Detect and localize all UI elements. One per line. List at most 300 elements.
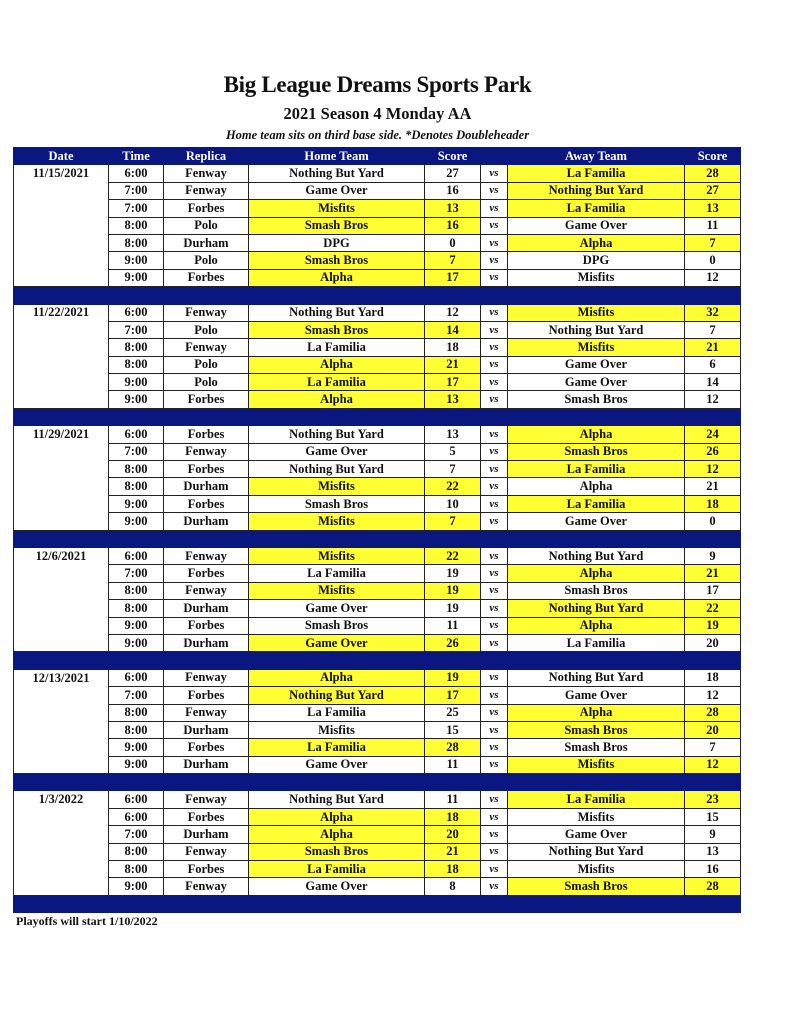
home-team-cell: La Familia [249,565,425,582]
home-team-cell: Smash Bros [249,495,425,512]
away-team-cell: Nothing But Yard [508,182,685,199]
vs-label: vs [481,426,508,443]
game-row [14,495,741,512]
home-team-cell: Game Over [249,600,425,617]
away-team-cell: La Familia [508,165,685,182]
away-team-cell: Smash Bros [508,721,685,738]
field-cell: Fenway [164,304,249,321]
time-cell: 6:00 [109,426,164,443]
separator-cell [685,895,741,912]
date-cell: 1/3/2022 [14,791,109,808]
home-score-cell: 14 [425,321,481,338]
away-score-cell: 32 [685,304,741,321]
field-cell: Durham [164,721,249,738]
date-cell: 11/15/2021 [14,165,109,182]
game-row [14,461,741,478]
field-cell: Polo [164,374,249,391]
game-row [14,634,741,651]
home-team-cell: Smash Bros [249,321,425,338]
away-score-cell: 18 [685,669,741,686]
away-team-cell: Nothing But Yard [508,321,685,338]
away-team-cell: La Familia [508,200,685,217]
vs-label: vs [481,200,508,217]
time-cell: 9:00 [109,252,164,269]
home-score-cell: 18 [425,339,481,356]
date-cell [14,234,109,251]
away-score-cell: 21 [685,339,741,356]
away-team-cell: Alpha [508,565,685,582]
time-cell: 7:00 [109,200,164,217]
separator-cell [164,774,249,791]
field-cell: Forbes [164,391,249,408]
date-cell [14,634,109,651]
away-team-cell: Alpha [508,234,685,251]
week-separator [14,287,741,304]
game-row [14,739,741,756]
away-team-cell: Alpha [508,704,685,721]
time-cell: 8:00 [109,721,164,738]
game-row [14,843,741,860]
date-cell [14,461,109,478]
separator-cell [481,530,508,547]
away-team-cell: Misfits [508,808,685,825]
vs-label: vs [481,165,508,182]
vs-label: vs [481,478,508,495]
header-vs [481,148,508,165]
schedule-table [13,147,741,913]
home-score-cell: 7 [425,461,481,478]
vs-label: vs [481,252,508,269]
vs-label: vs [481,495,508,512]
date-cell [14,843,109,860]
field-cell: Fenway [164,843,249,860]
away-team-cell: Alpha [508,478,685,495]
home-team-cell: Smash Bros [249,217,425,234]
field-cell: Forbes [164,565,249,582]
home-team-cell: La Familia [249,339,425,356]
separator-cell [508,652,685,669]
separator-cell [685,774,741,791]
field-cell: Fenway [164,339,249,356]
separator-cell [425,408,481,425]
date-cell [14,217,109,234]
field-cell: Durham [164,513,249,530]
away-team-cell: Misfits [508,304,685,321]
away-team-cell: La Familia [508,461,685,478]
vs-label: vs [481,513,508,530]
game-row [14,339,741,356]
home-score-cell: 22 [425,547,481,564]
time-cell: 9:00 [109,739,164,756]
away-team-cell: Smash Bros [508,878,685,895]
away-team-cell: Game Over [508,356,685,373]
vs-label: vs [481,669,508,686]
game-row [14,582,741,599]
game-row [14,374,741,391]
separator-cell [109,408,164,425]
vs-label: vs [481,791,508,808]
home-team-cell: La Familia [249,739,425,756]
home-team-cell: Alpha [249,808,425,825]
date-cell [14,565,109,582]
week-separator [14,774,741,791]
playoffs-note: Playoffs will start 1/10/2022 [16,914,158,928]
separator-cell [249,895,425,912]
separator-cell [481,895,508,912]
away-team-cell: Smash Bros [508,739,685,756]
home-team-cell: Game Over [249,634,425,651]
vs-label: vs [481,861,508,878]
vs-label: vs [481,565,508,582]
away-team-cell: Misfits [508,756,685,773]
field-cell: Fenway [164,547,249,564]
vs-label: vs [481,721,508,738]
field-cell: Durham [164,756,249,773]
separator-cell [249,774,425,791]
away-team-cell: Smash Bros [508,443,685,460]
home-score-cell: 13 [425,200,481,217]
header-away-score: Score [685,148,741,165]
vs-label: vs [481,339,508,356]
home-team-cell: Misfits [249,478,425,495]
away-team-cell: Game Over [508,687,685,704]
separator-cell [685,652,741,669]
date-cell [14,200,109,217]
vs-label: vs [481,182,508,199]
away-score-cell: 11 [685,217,741,234]
separator-cell [164,652,249,669]
vs-label: vs [481,617,508,634]
field-cell: Polo [164,252,249,269]
away-score-cell: 6 [685,356,741,373]
field-cell: Forbes [164,426,249,443]
away-score-cell: 26 [685,443,741,460]
separator-cell [508,287,685,304]
time-cell: 8:00 [109,461,164,478]
date-cell: 12/6/2021 [14,547,109,564]
home-team-cell: Misfits [249,582,425,599]
home-team-cell: Misfits [249,200,425,217]
game-row [14,478,741,495]
away-score-cell: 13 [685,843,741,860]
field-cell: Durham [164,634,249,651]
time-cell: 6:00 [109,304,164,321]
date-cell [14,339,109,356]
separator-cell [14,774,109,791]
away-score-cell: 13 [685,200,741,217]
away-score-cell: 24 [685,426,741,443]
time-cell: 9:00 [109,617,164,634]
home-team-cell: Nothing But Yard [249,791,425,808]
vs-label: vs [481,374,508,391]
date-cell [14,600,109,617]
game-row [14,200,741,217]
vs-label: vs [481,234,508,251]
home-score-cell: 15 [425,721,481,738]
time-cell: 8:00 [109,217,164,234]
home-team-cell: Alpha [249,826,425,843]
time-cell: 7:00 [109,565,164,582]
away-score-cell: 15 [685,808,741,825]
separator-cell [164,408,249,425]
home-score-cell: 26 [425,634,481,651]
time-cell: 9:00 [109,391,164,408]
game-row [14,217,741,234]
separator-cell [14,530,109,547]
separator-cell [425,287,481,304]
header-time: Time [109,148,164,165]
time-cell: 9:00 [109,756,164,773]
home-score-cell: 28 [425,739,481,756]
away-score-cell: 28 [685,165,741,182]
separator-cell [14,652,109,669]
date-cell [14,617,109,634]
date-cell: 12/13/2021 [14,669,109,686]
away-team-cell: Nothing But Yard [508,547,685,564]
vs-label: vs [481,808,508,825]
time-cell: 9:00 [109,374,164,391]
separator-cell [109,287,164,304]
vs-label: vs [481,356,508,373]
time-cell: 8:00 [109,582,164,599]
time-cell: 8:00 [109,234,164,251]
away-score-cell: 20 [685,634,741,651]
vs-label: vs [481,304,508,321]
home-score-cell: 18 [425,808,481,825]
away-score-cell: 9 [685,826,741,843]
field-cell: Forbes [164,269,249,286]
time-cell: 6:00 [109,547,164,564]
separator-cell [508,408,685,425]
header-date: Date [14,148,109,165]
home-score-cell: 19 [425,565,481,582]
date-cell: 11/29/2021 [14,426,109,443]
date-cell [14,269,109,286]
separator-cell [249,530,425,547]
home-team-cell: Alpha [249,269,425,286]
vs-label: vs [481,600,508,617]
home-score-cell: 8 [425,878,481,895]
game-row [14,791,741,808]
home-score-cell: 21 [425,356,481,373]
away-score-cell: 0 [685,252,741,269]
game-row [14,704,741,721]
home-score-cell: 11 [425,756,481,773]
away-score-cell: 18 [685,495,741,512]
game-row [14,391,741,408]
date-cell [14,252,109,269]
away-score-cell: 14 [685,374,741,391]
time-cell: 7:00 [109,826,164,843]
separator-cell [481,408,508,425]
vs-label: vs [481,443,508,460]
away-team-cell: Nothing But Yard [508,843,685,860]
home-score-cell: 7 [425,513,481,530]
home-score-cell: 12 [425,304,481,321]
field-cell: Fenway [164,182,249,199]
header-replica: Replica [164,148,249,165]
away-score-cell: 0 [685,513,741,530]
home-team-cell: La Familia [249,704,425,721]
separator-cell [14,895,109,912]
date-cell [14,687,109,704]
away-score-cell: 7 [685,234,741,251]
game-row [14,426,741,443]
game-row [14,721,741,738]
time-cell: 8:00 [109,843,164,860]
game-row [14,600,741,617]
vs-label: vs [481,843,508,860]
away-team-cell: La Familia [508,791,685,808]
field-cell: Polo [164,321,249,338]
away-score-cell: 16 [685,861,741,878]
separator-cell [109,774,164,791]
field-cell: Fenway [164,669,249,686]
vs-label: vs [481,321,508,338]
away-team-cell: Smash Bros [508,582,685,599]
home-team-cell: Nothing But Yard [249,461,425,478]
game-row [14,443,741,460]
separator-cell [164,530,249,547]
game-row [14,808,741,825]
home-team-cell: Alpha [249,391,425,408]
home-team-cell: Nothing But Yard [249,304,425,321]
away-team-cell: Alpha [508,617,685,634]
separator-cell [508,774,685,791]
field-cell: Polo [164,356,249,373]
time-cell: 7:00 [109,443,164,460]
home-score-cell: 21 [425,843,481,860]
game-row [14,356,741,373]
time-cell: 9:00 [109,513,164,530]
field-cell: Forbes [164,495,249,512]
date-cell [14,826,109,843]
home-team-cell: Nothing But Yard [249,165,425,182]
date-cell [14,582,109,599]
separator-cell [109,652,164,669]
separator-cell [249,652,425,669]
separator-cell [109,530,164,547]
header-away-team: Away Team [508,148,685,165]
time-cell: 8:00 [109,861,164,878]
away-team-cell: La Familia [508,495,685,512]
week-separator [14,895,741,912]
date-cell [14,495,109,512]
field-cell: Forbes [164,461,249,478]
vs-label: vs [481,547,508,564]
date-cell [14,443,109,460]
field-cell: Forbes [164,617,249,634]
game-row [14,861,741,878]
away-team-cell: Nothing But Yard [508,600,685,617]
home-score-cell: 18 [425,861,481,878]
field-cell: Durham [164,826,249,843]
away-score-cell: 17 [685,582,741,599]
away-team-cell: Misfits [508,861,685,878]
schedule-body [14,165,741,913]
home-team-cell: Misfits [249,513,425,530]
away-score-cell: 12 [685,687,741,704]
time-cell: 9:00 [109,878,164,895]
home-score-cell: 13 [425,391,481,408]
time-cell: 7:00 [109,321,164,338]
game-row [14,565,741,582]
vs-label: vs [481,739,508,756]
away-score-cell: 12 [685,756,741,773]
away-score-cell: 28 [685,878,741,895]
home-team-cell: Misfits [249,547,425,564]
table-header-row [14,148,741,165]
away-team-cell: Game Over [508,513,685,530]
date-cell [14,704,109,721]
away-team-cell: Smash Bros [508,391,685,408]
vs-label: vs [481,461,508,478]
home-team-cell: Smash Bros [249,617,425,634]
date-cell [14,356,109,373]
field-cell: Durham [164,478,249,495]
date-cell [14,478,109,495]
home-team-cell: Smash Bros [249,843,425,860]
game-row [14,687,741,704]
schedule-note: Home team sits on third base side. *Denotes Doubleheader [225,128,530,142]
away-score-cell: 20 [685,721,741,738]
home-score-cell: 5 [425,443,481,460]
vs-label: vs [481,269,508,286]
field-cell: Polo [164,217,249,234]
separator-cell [164,895,249,912]
separator-cell [481,287,508,304]
week-separator [14,652,741,669]
separator-cell [685,408,741,425]
away-score-cell: 7 [685,321,741,338]
game-row [14,165,741,182]
home-team-cell: Game Over [249,756,425,773]
separator-cell [14,287,109,304]
field-cell: Fenway [164,791,249,808]
away-score-cell: 7 [685,739,741,756]
date-cell [14,513,109,530]
vs-label: vs [481,391,508,408]
game-row [14,547,741,564]
field-cell: Forbes [164,808,249,825]
home-team-cell: DPG [249,234,425,251]
field-cell: Forbes [164,739,249,756]
separator-cell [481,652,508,669]
home-score-cell: 16 [425,182,481,199]
date-cell [14,391,109,408]
separator-cell [508,530,685,547]
date-cell [14,321,109,338]
date-cell [14,739,109,756]
vs-label: vs [481,704,508,721]
vs-label: vs [481,878,508,895]
home-team-cell: La Familia [249,374,425,391]
away-score-cell: 12 [685,391,741,408]
game-row [14,756,741,773]
home-score-cell: 17 [425,687,481,704]
home-team-cell: Nothing But Yard [249,426,425,443]
away-team-cell: Nothing But Yard [508,669,685,686]
separator-cell [109,895,164,912]
separator-cell [249,408,425,425]
vs-label: vs [481,687,508,704]
date-cell: 11/22/2021 [14,304,109,321]
separator-cell [425,652,481,669]
header-home-team: Home Team [249,148,425,165]
vs-label: vs [481,582,508,599]
away-score-cell: 27 [685,182,741,199]
away-score-cell: 23 [685,791,741,808]
